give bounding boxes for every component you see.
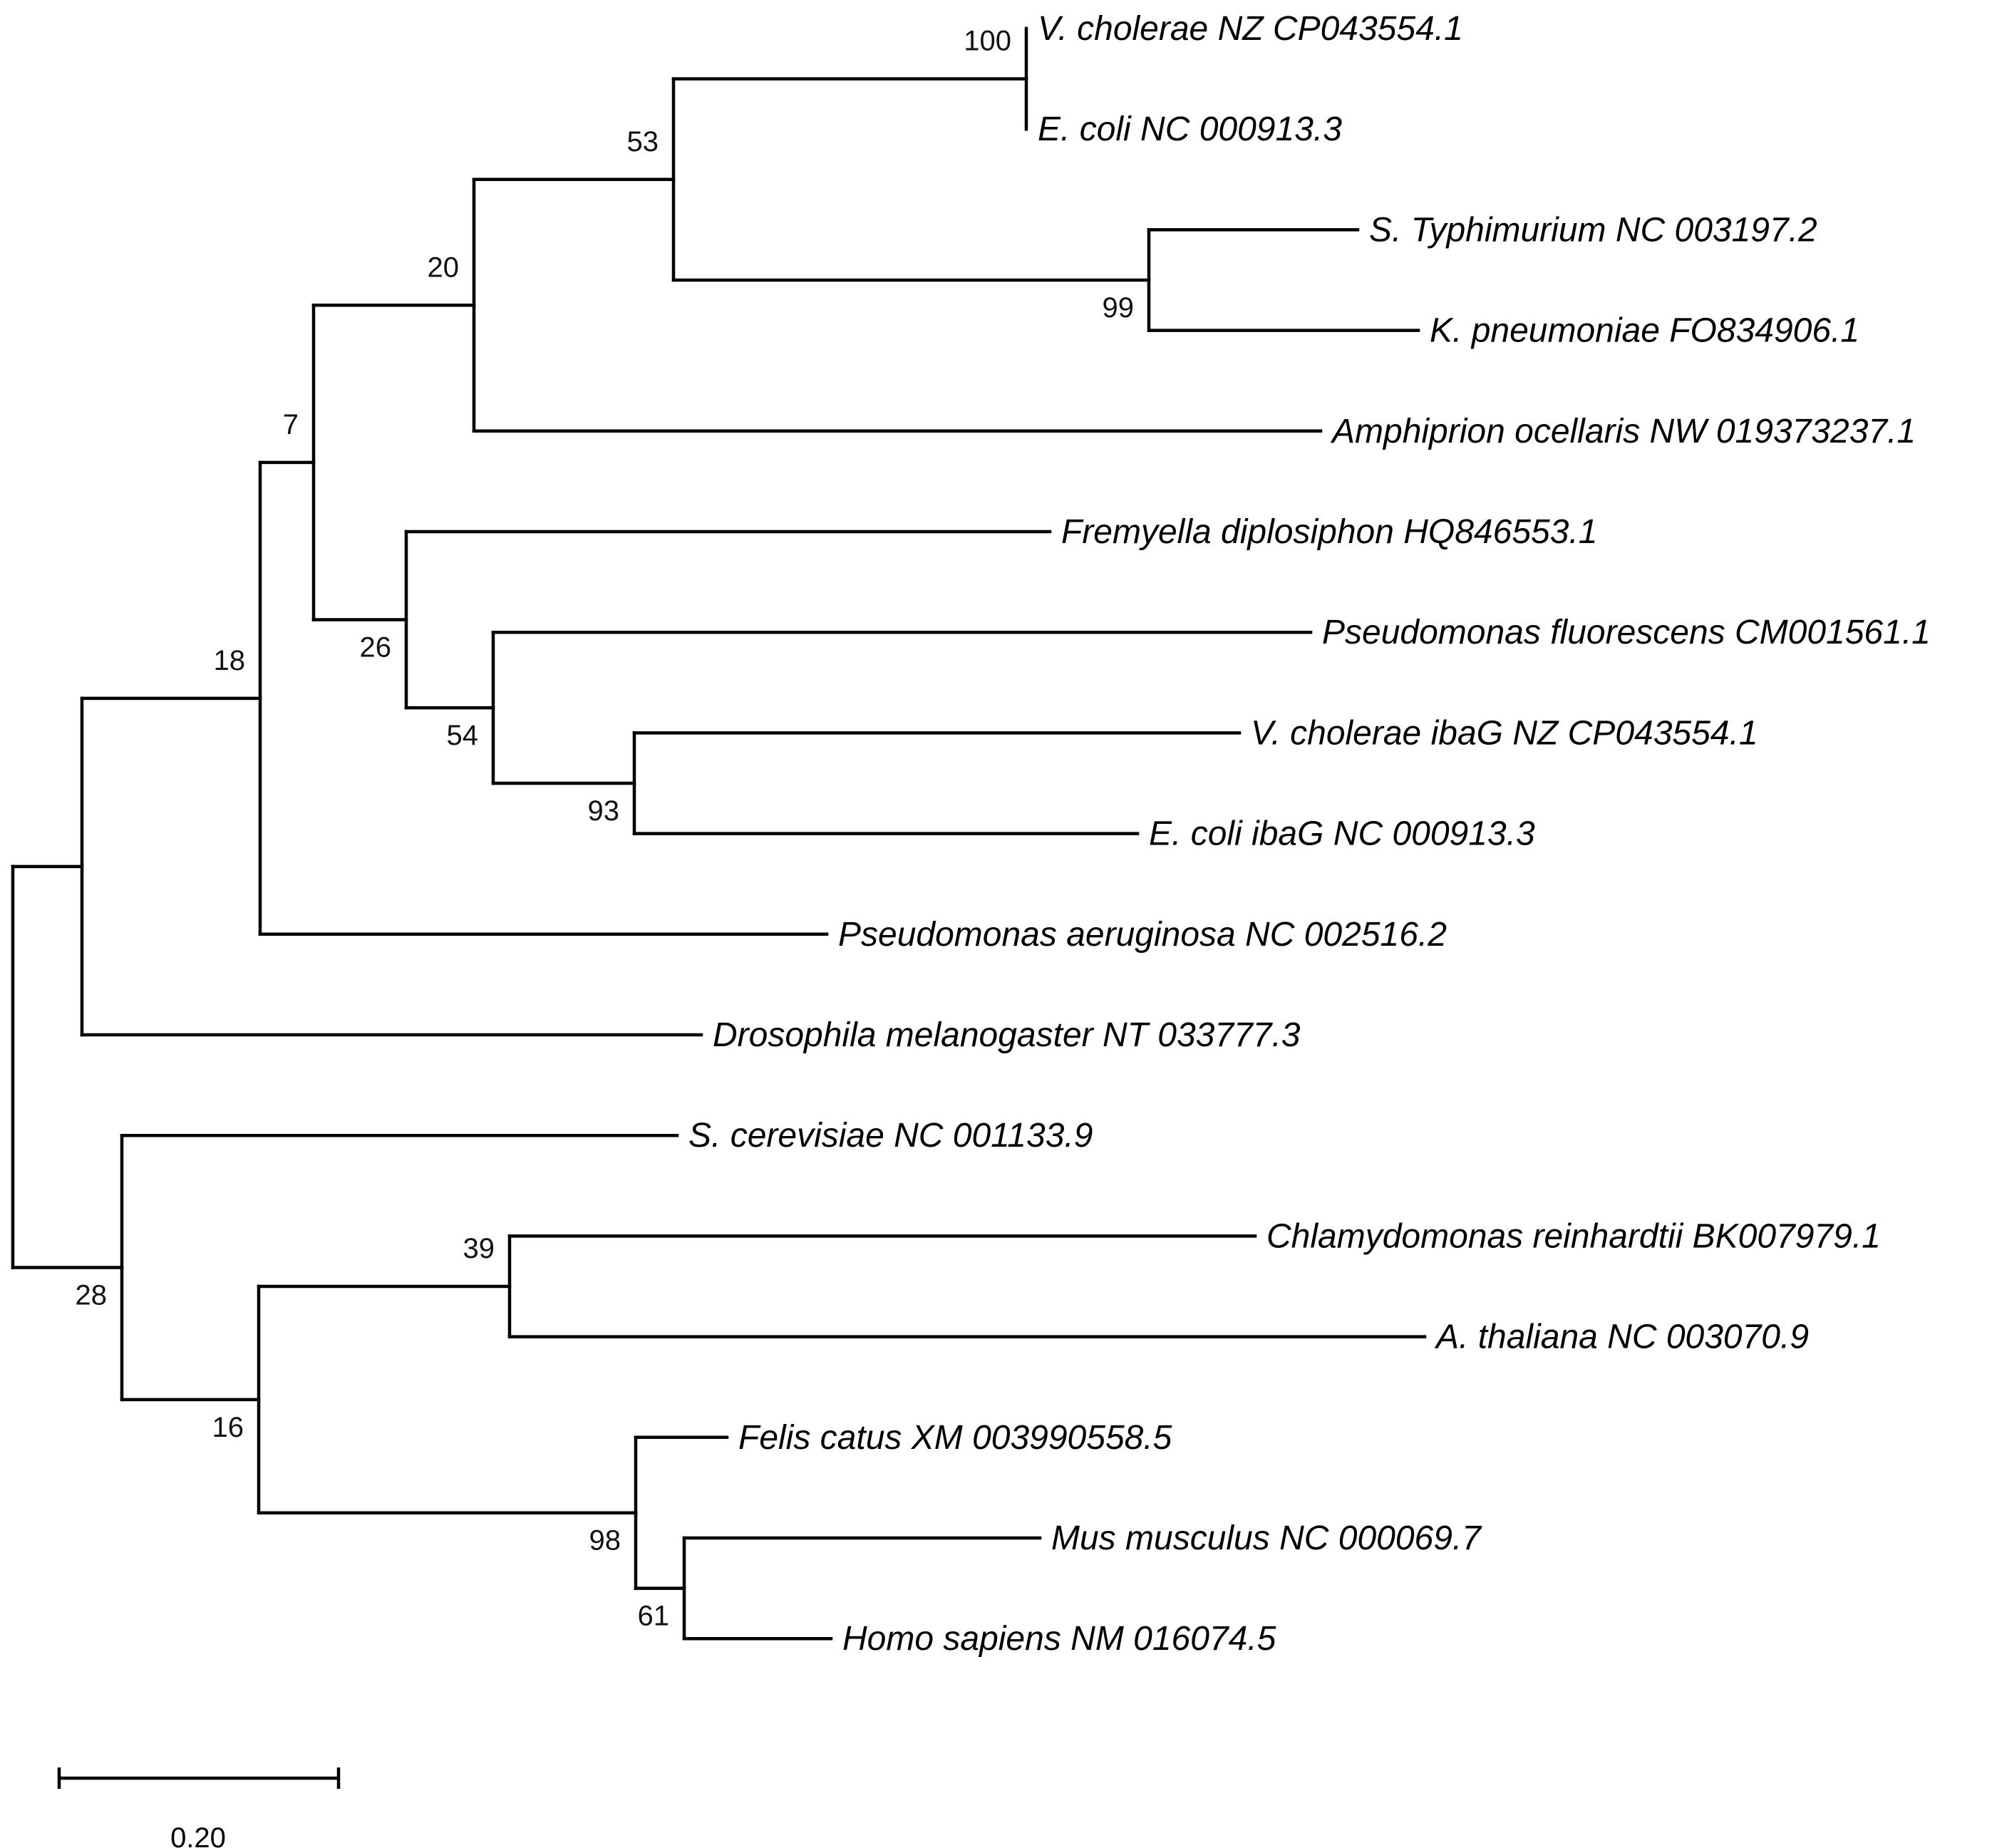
bootstrap-value: 39 — [463, 1233, 495, 1264]
bootstrap-value: 61 — [637, 1600, 669, 1632]
taxon-label: S. Typhimurium NC 003197.2 — [1369, 211, 1817, 249]
taxon-label: Felis catus XM 003990558.5 — [738, 1418, 1172, 1457]
taxon-label: S. cerevisiae NC 001133.9 — [688, 1117, 1093, 1155]
bootstrap-value: 99 — [1102, 292, 1134, 324]
taxon-label: Pseudomonas aeruginosa NC 002516.2 — [838, 915, 1447, 954]
taxon-label: K. pneumoniae FO834906.1 — [1430, 311, 1860, 350]
bootstrap-value: 26 — [359, 631, 391, 664]
bootstrap-value: 16 — [212, 1411, 244, 1443]
taxon-label: Amphiprion ocellaris NW 019373237.1 — [1332, 412, 1916, 450]
taxon-label: E. coli NC 000913.3 — [1038, 110, 1342, 149]
taxon-label: E. coli ibaG NC 000913.3 — [1149, 815, 1535, 853]
taxon-label: Fremyella diplosiphon HQ846553.1 — [1061, 513, 1598, 551]
bootstrap-value: 98 — [589, 1524, 621, 1557]
taxon-label: A. thaliana NC 003070.9 — [1436, 1318, 1810, 1356]
tree-branches-layer — [13, 10, 1931, 1658]
taxon-label: Mus musculus NC 000069.7 — [1051, 1519, 1481, 1557]
bootstrap-value: 28 — [75, 1279, 107, 1311]
taxon-label: Drosophila melanogaster NT 033777.3 — [713, 1016, 1301, 1054]
bootstrap-value: 18 — [213, 644, 245, 676]
bootstrap-value: 20 — [427, 252, 459, 284]
bootstrap-value: 53 — [626, 125, 659, 158]
bootstrap-value: 100 — [964, 25, 1011, 57]
taxon-label: V. cholerae ibaG NZ CP043554.1 — [1251, 714, 1758, 753]
taxon-label: Homo sapiens NM 016074.5 — [842, 1620, 1276, 1658]
bootstrap-value: 54 — [446, 720, 478, 752]
bootstrap-value: 7 — [282, 408, 299, 440]
scale-bar — [59, 1767, 339, 1848]
bootstrap-value: 93 — [587, 795, 619, 827]
taxon-label: V. cholerae NZ CP043554.1 — [1038, 10, 1463, 48]
taxon-label: Chlamydomonas reinhardtii BK007979.1 — [1266, 1217, 1881, 1256]
taxon-label: Pseudomonas fluorescens CM001561.1 — [1322, 614, 1931, 652]
scale-bar-label: 0.20 — [170, 1822, 226, 1848]
